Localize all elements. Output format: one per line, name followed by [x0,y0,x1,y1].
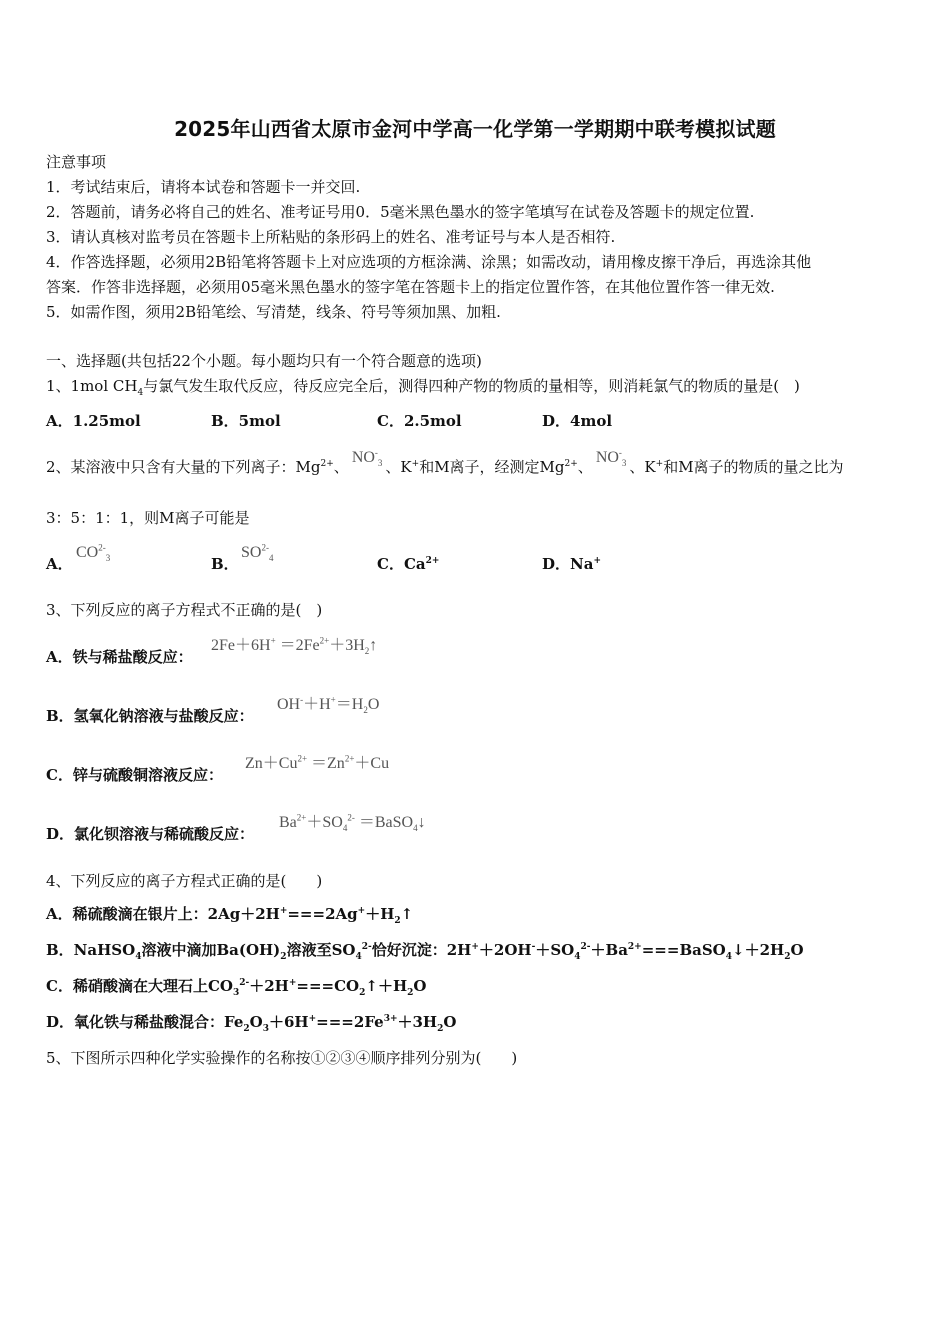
question-4-stem: 4、下列反应的离子方程式正确的是( ) [46,872,323,890]
notice-heading: 注意事项 [46,153,107,171]
q2-option-a[interactable]: A． [46,555,73,573]
q4-option-d[interactable]: D．氧化铁与稀盐酸混合：$Fe_2O_3+6H^+===2Fe^{3+}+3H_2O$ [46,1013,457,1034]
question-1-stem: 1、1mol $CH_4$与氯气发生取代反应，待反应完全后，测得四种产物的物质的量相等，则消耗氯气的物质的量是( ) [46,377,800,398]
q3-option-a-equation: $2Fe+6H^+ =2Fe^{2+}+3H_2↑$ [211,635,378,657]
q3-option-c-equation: $Zn+Cu^{2+} =Zn^{2+}+Cu$ [245,753,390,772]
notice-item-1: 1．考试结束后，请将本试卷和答题卡一并交回. [46,178,361,196]
q4-option-b[interactable]: B．NaHSO$_4$溶液中滴加$Ba(OH)_2$溶液至$SO_4^{2-}$恰好沉淀：$2H^++2OH^-+SO_4^{2-}+Ba^{2+}===BaSO_4↓+2H_2O$ [46,941,804,962]
q1-option-b[interactable]: B．5mol [211,412,281,430]
q2-option-c[interactable]: C．$Ca^{2+}$ [377,555,440,573]
q2-option-d[interactable]: D．Na+ [542,555,601,573]
q1-option-c[interactable]: C．2.5mol [377,412,462,430]
question-2-stem: 2、某溶液中只含有大量的下列离子：$Mg^{2+}$、$NO^-_3$ 、K+和M离子，经测定$Mg^{2+}$、$NO^-_3$ 、K+和M离子的物质的量之比为 [46,447,844,476]
question-2-stem-line2: 3：5：1：1，则M离子可能是 [46,509,250,527]
notice-item-2: 2．答题前，请务必将自己的姓名、准考证号用0．5毫米黑色墨水的签字笔填写在试卷及答题卡的规定位置. [46,203,755,221]
section-heading: 一、选择题(共包括22个小题。每小题均只有一个符合题意的选项) [46,352,482,370]
notice-item-4-cont: 答案．作答非选择题，必须用05毫米黑色墨水的签字笔在答题卡上的指定位置作答，在其他位置作答一律无效. [46,278,775,296]
q3-option-a[interactable]: A．铁与稀盐酸反应： [46,648,193,666]
q2-option-b-formula: $SO^{2-}_4$ [241,542,274,564]
q3-option-c[interactable]: C．锌与硫酸铜溶液反应： [46,766,223,784]
page-title: 2025年山西省太原市金河中学高一化学第一学期期中联考模拟试题 [174,117,776,141]
q1-option-d[interactable]: D．4mol [542,412,613,430]
q3-option-b-equation: $OH^-+H^+=H_2O$ [277,694,380,716]
q4-option-a[interactable]: A．稀硫酸滴在银片上：$2Ag+2H^+===2Ag^++H_2↑$ [46,905,414,926]
notice-item-5: 5．如需作图，须用2B铅笔绘、写清楚，线条、符号等须加黑、加粗. [46,303,501,321]
q3-option-d[interactable]: D．氯化钡溶液与稀硫酸反应： [46,825,255,843]
q2-option-a-formula: $CO^{2-}_3$ [76,542,111,564]
q2-option-b[interactable]: B． [211,555,239,573]
question-3-stem: 3、下列反应的离子方程式不正确的是( ) [46,601,323,619]
q3-option-d-equation: $Ba^{2+}+SO_4^{2-}$ ＝BaSO$_4$↓ [279,812,426,834]
q3-option-b[interactable]: B．氢氧化钠溶液与盐酸反应： [46,707,254,725]
question-5-stem: 5、下图所示四种化学实验操作的名称按①②③④顺序排列分别为( ) [46,1049,518,1067]
q4-option-c[interactable]: C．稀硝酸滴在大理石上$CO_3^{2-}+2H^+===CO_2↑+H_2O$ [46,977,427,998]
q1-option-a[interactable]: A．1.25mol [46,412,141,430]
notice-item-3: 3．请认真核对监考员在答题卡上所粘贴的条形码上的姓名、准考证号与本人是否相符. [46,228,616,246]
notice-item-4: 4．作答选择题，必须用2B铅笔将答题卡上对应选项的方框涂满、涂黑；如需改动，请用橡皮擦干净后，再选涂其他 [46,253,812,271]
